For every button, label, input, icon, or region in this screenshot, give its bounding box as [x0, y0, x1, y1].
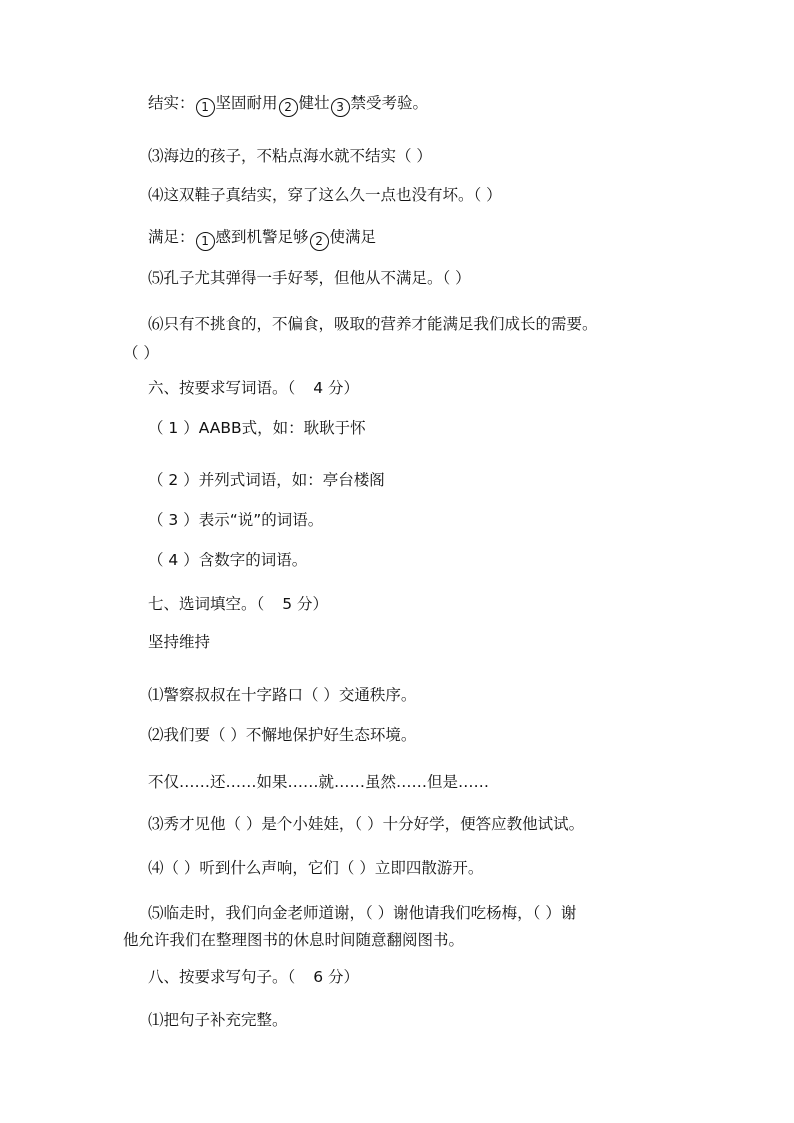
- circled-number: 3: [331, 98, 350, 117]
- circled-number: 1: [196, 232, 215, 251]
- definition-text: 禁受考验。: [350, 94, 429, 112]
- word-choices-2: 不仅……还……如果……就……虽然……但是……: [148, 773, 490, 791]
- definition-manzu: [148, 227, 376, 251]
- question-7-1: ⑴警察叔叔在十字路口（ ）交通秩序。: [148, 686, 417, 704]
- circled-number: 1: [196, 98, 215, 117]
- question-5-5: ⑸孔子尤其弹得一手好琴，但他从不满足。（ ）: [148, 269, 471, 287]
- circled-number: 2: [310, 232, 329, 251]
- term-label: 结实：: [148, 94, 195, 112]
- section-title: 六、按要求写词语。（: [148, 379, 296, 397]
- definition-text: 健壮: [298, 94, 330, 112]
- question-7-5-continued: 他允许我们在整理图书的休息时间随意翻阅图书。: [123, 931, 465, 949]
- section-6-item-3: （ 3 ）表示“说”的词语。: [148, 511, 324, 529]
- section-6-heading: [148, 378, 359, 398]
- section-6-item-4: （ 4 ）含数字的词语。: [148, 551, 308, 569]
- definition-text: 使满足: [329, 228, 377, 246]
- definition-jieshi: [148, 93, 428, 117]
- term-label: 满足：: [148, 228, 195, 246]
- definition-text: 坚固耐用: [215, 94, 278, 112]
- section-7-heading: [148, 594, 328, 614]
- section-title: 八、按要求写句子。（: [148, 968, 296, 986]
- section-6-item-2: （ 2 ）并列式词语，如：亭台楼阁: [148, 471, 385, 489]
- question-7-2: ⑵我们要（ ）不懈地保护好生态环境。: [148, 726, 417, 744]
- word-choices-1: 坚持维持: [148, 633, 211, 651]
- circled-number: 2: [279, 98, 298, 117]
- question-8-1: ⑴把句子补充完整。: [148, 1011, 288, 1029]
- section-6-item-1: （ 1 ）AABB式，如：耿耿于怀: [148, 419, 366, 437]
- question-5-3: ⑶海边的孩子，不粘点海水就不结实（ ）: [148, 147, 432, 165]
- question-7-3: ⑶秀才见他（ ）是个小娃娃，（ ）十分好学，便答应教他试试。: [148, 815, 585, 833]
- section-score: 6 分）: [313, 968, 360, 986]
- question-5-6: ⑹只有不挑食的，不偏食，吸取的营养才能满足我们成长的需要。: [148, 315, 598, 333]
- question-7-4: ⑷（ ）听到什么声响，它们（ ）立即四散游开。: [148, 859, 484, 877]
- section-score: 4 分）: [313, 379, 360, 397]
- definition-text: 感到机警足够: [215, 228, 309, 246]
- section-score: 5 分）: [282, 595, 329, 613]
- section-8-heading: [148, 967, 359, 987]
- question-7-5: ⑸临走时，我们向金老师道谢，（ ）谢他请我们吃杨梅，（ ）谢: [148, 904, 577, 922]
- section-title: 七、选词填空。（: [148, 595, 265, 613]
- question-5-4: ⑷这双鞋子真结实，穿了这么久一点也没有坏。（ ）: [148, 186, 502, 204]
- question-5-6-continued: （ ）: [123, 344, 159, 362]
